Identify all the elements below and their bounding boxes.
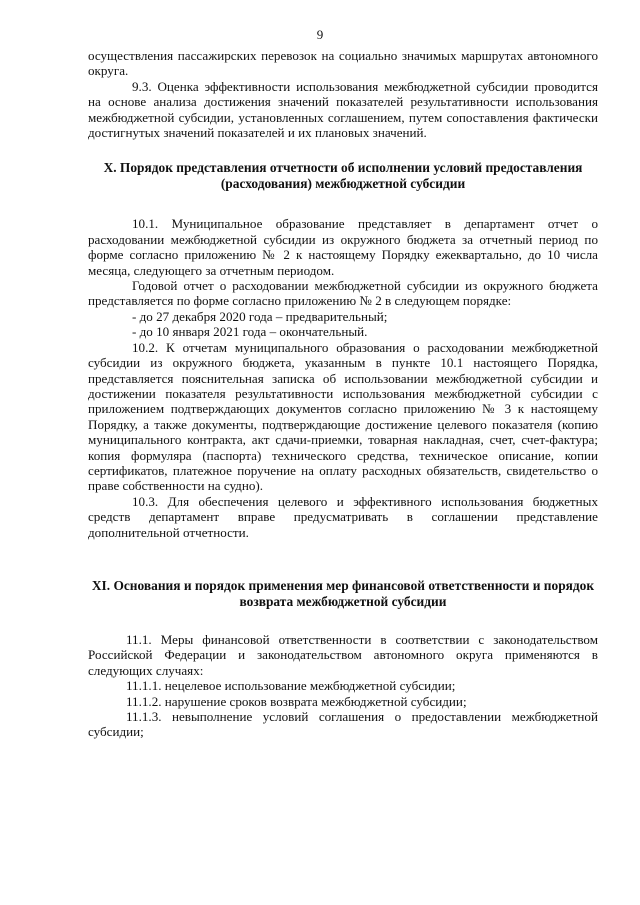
list-item-final: - до 10 января 2021 года – окончательный.	[132, 324, 368, 340]
paragraph-10-2: 10.2. К отчетам муниципального образования о расходовании межбюджетной субсидии из окружного бюджета, указанным в пункте 10.1 настоящего Порядка, представляется пояснительная записка об использовании межбюджетной субсидии и достижении показателя результативности использования межбюджетной субсидии с приложением подтверждающих документов согласно приложению № 3 к настоящему Порядку, а также документы, подтверждающие достижение целевого показателя (копию муниципального контракта, акт сдачи-приемки, товарная накладная, счет, счет-фактура; копия формуляра (паспорта) технического средства, техническое описание, копии сертификатов, платежное поручение на оплату расходных обязательств, свидетельство о праве собственности на судно).	[88, 339, 598, 494]
section-heading-xi: XI. Основания и порядок применения мер финансовой ответственности и порядок возврата межбюджетной субсидии	[91, 577, 595, 609]
paragraph-continuation: осуществления пассажирских перевозок на социально значимых маршрутах автономного округа.	[88, 48, 598, 79]
paragraph-11-1-2: 11.1.2. нарушение сроков возврата межбюджетной субсидии;	[126, 693, 467, 709]
paragraph-10-3: 10.3. Для обеспечения целевого и эффективного использования бюджетных средств департамент вправе предусматривать в соглашении представление дополнительной отчетности.	[88, 493, 598, 540]
paragraph-11-1-3: 11.1.3. невыполнение условий соглашения о предоставлении межбюджетной субсидии;	[88, 709, 598, 740]
paragraph-11-1: 11.1. Меры финансовой ответственности в соответствии с законодательством Российской Федерации и законодательством автономного округа применяются в следующих случаях:	[88, 631, 598, 678]
document-body	[88, 48, 598, 740]
section-heading-x: X. Порядок представления отчетности об исполнении условий предоставления (расходования) межбюджетной субсидии	[103, 160, 583, 192]
list-item-preliminary: - до 27 декабря 2020 года – предварительный;	[132, 308, 388, 324]
page-number: 9	[316, 27, 324, 42]
paragraph-10-1: 10.1. Муниципальное образование представляет в департамент отчет о расходовании межбюджетной субсидии из окружного бюджета за отчетный период по форме согласно приложению № 2 к настоящему Порядку ежеквартально, до 10 числа месяца, следующего за отчетным периодом.	[88, 216, 598, 278]
paragraph-annual-report: Годовой отчет о расходовании межбюджетной субсидии из окружного бюджета представляется по форме согласно приложению № 2 в следующем порядке:	[88, 278, 598, 309]
paragraph-11-1-1: 11.1.1. нецелевое использование межбюджетной субсидии;	[126, 678, 456, 694]
paragraph-9-3: 9.3. Оценка эффективности использования межбюджетной субсидии проводится на основе анализа достижения значений показателей результативности использования межбюджетной субсидии, установленных соглашением, путем сопоставления фактически достигнутых значений показателей и их плановых значений.	[88, 78, 598, 141]
